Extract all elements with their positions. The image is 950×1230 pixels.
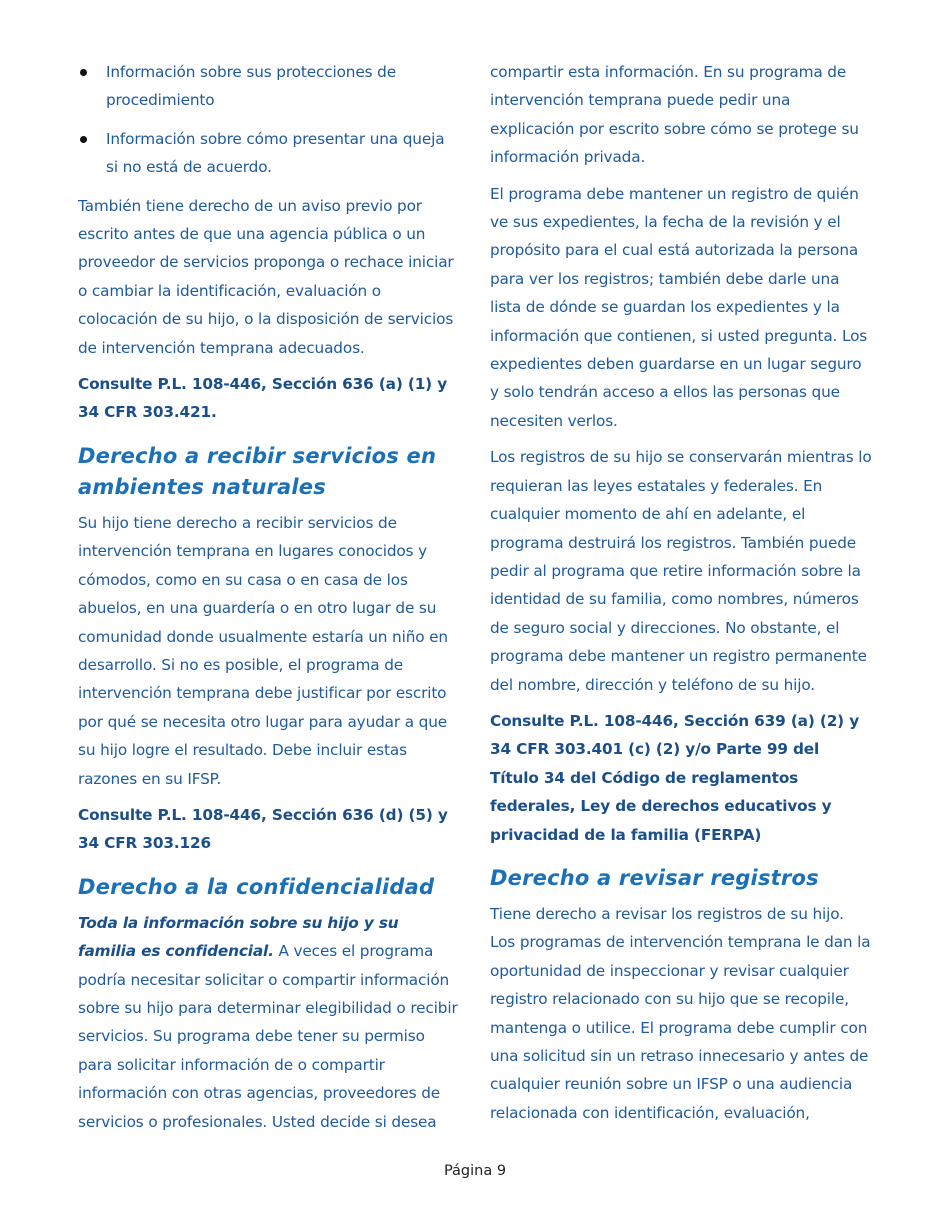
list-item: [78, 125, 460, 182]
page-number: Página 9: [443, 1163, 507, 1179]
right-column: [490, 58, 872, 1135]
heading-natural-environments: Derecho a recibir servicios en ambientes naturales: [78, 443, 437, 499]
paragraph-continued: compartir esta información. En su programa de intervención temprana puede pedir una explicación por escrito sobre cómo se protege su información privada.: [490, 63, 859, 167]
heading-confidentiality: Derecho a la confidencialidad: [78, 874, 435, 899]
list-item: [78, 58, 460, 115]
paragraph-prior-notice: También tiene derecho de un aviso previo por escrito antes de que una agencia pública o un proveedor de servicios proponga o rechace iniciar o cambiar la identificación, evaluación o colocación de su hijo, o la disposición de servicios de intervención temprana adecuados.: [78, 196, 454, 357]
confidentiality-text: A veces el programa podría necesitar solicitar o compartir información sobre su hijo para determinar elegibilidad o recibir servicios. Su programa debe tener su permiso para solicitar información de o compartir información con otras agencias, proveedores de servicios o profesionales. Usted decide si desea: [78, 942, 458, 1131]
list-item-text: Información sobre sus protecciones de procedimiento: [106, 63, 396, 110]
paragraph-access-log: El programa debe mantener un registro de quién ve sus expedientes, la fecha de la revisión y el propósito para el cual está autorizada la persona para ver los registros; también debe darle una lista de dónde se guardan los expedientes y la información que contienen, si usted pregunta. Los expedientes deben guardarse en un lugar seguro y solo tendrán acceso a ellos las personas que necesiten verlos.: [490, 184, 868, 430]
paragraph-review-records: Tiene derecho a revisar los registros de su hijo. Los programas de intervención temprana le dan la oportunidad de inspeccionar y revisar cualquier registro relacionado con su hijo que se recopile, mantenga o utilice. El programa debe cumplir con una solicitud sin un retraso innecesario y antes de cualquier reunión sobre un IFSP o una audiencia relacionada con identificación, evaluación,: [490, 904, 871, 1122]
citation: Consulte P.L. 108-446, Sección 636 (d) (5) y 34 CFR 303.126: [78, 805, 448, 853]
list-item-text: Información sobre cómo presentar una queja si no está de acuerdo.: [106, 129, 445, 177]
bullet-list: [78, 58, 460, 182]
paragraph-records-retention: Los registros de su hijo se conservarán mientras lo requieran las leyes estatales y federales. En cualquier momento de ahí en adelante, el programa destruirá los registros. También puede pedir al programa que retire información sobre la identidad de su familia, como nombres, números de seguro social y direcciones. No obstante, el programa debe mantener un registro permanente del nombre, dirección y teléfono de su hijo.: [490, 448, 872, 694]
bullet-icon: [80, 69, 87, 76]
citation: Consulte P.L. 108-446, Sección 639 (a) (2) y 34 CFR 303.401 (c) (2) y/o Parte 99 del Título 34 del Código de reglamentos federales, Ley de derechos educativos y privacidad de la familia (FERPA): [490, 711, 860, 844]
paragraph-natural-environments: Su hijo tiene derecho a recibir servicios de intervención temprana en lugares conocidos y cómodos, como en su casa o en casa de los abuelos, en una guardería o en otro lugar de su comunidad donde usualmente estaría un niño en desarrollo. Si no es posible, el programa de intervención temprana debe justificar por escrito por qué se necesita otro lugar para ayudar a que su hijo logre el resultado. Debe incluir estas razones en su IFSP.: [78, 513, 448, 788]
confidentiality-lead: Toda la información sobre su hijo y su familia es confidencial.: [78, 913, 399, 961]
paragraph-confidentiality: [78, 909, 460, 1136]
bullet-icon: [80, 136, 87, 143]
citation: Consulte P.L. 108-446, Sección 636 (a) (1) y 34 CFR 303.421.: [78, 375, 448, 422]
heading-review-records: Derecho a revisar registros: [490, 865, 819, 890]
left-column: [78, 58, 460, 1144]
